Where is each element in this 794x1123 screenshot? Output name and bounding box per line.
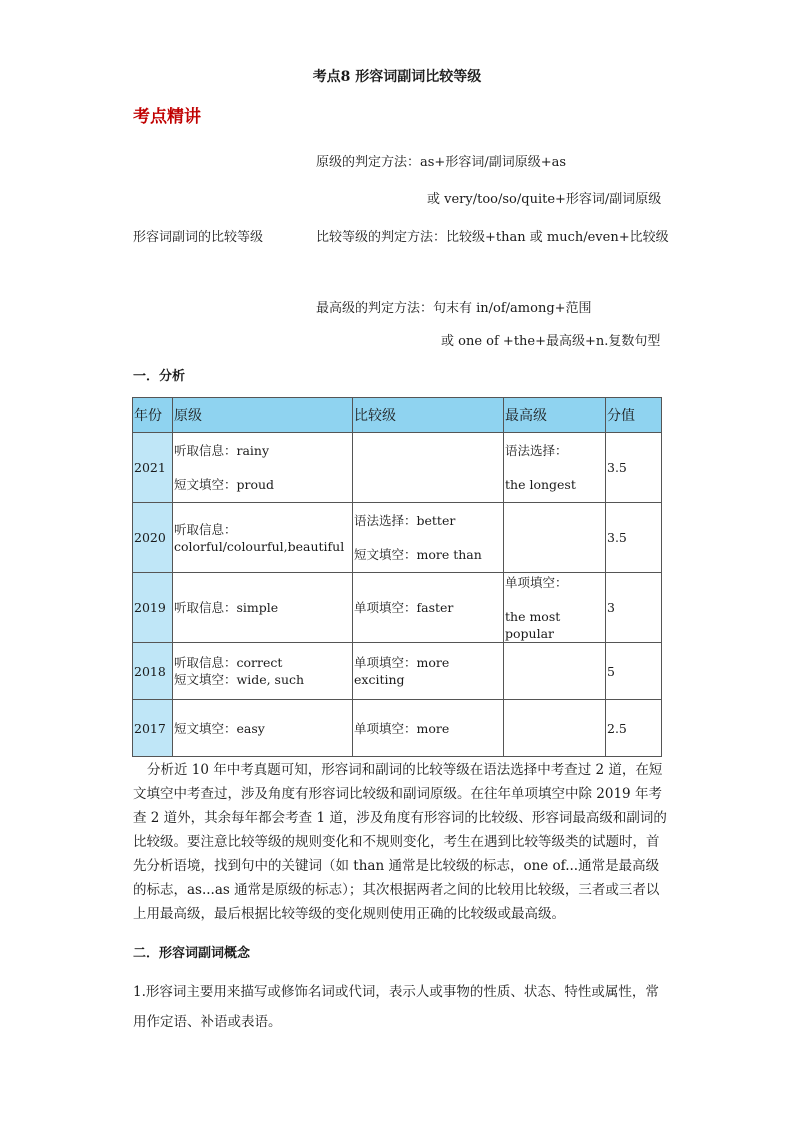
base-cell (173, 573, 353, 643)
concept-paragraph: 1.形容词主要用来描写或修饰名词或代词，表示人或事物的性质、状态、特性或属性，常用作定语、补语或表语。 (133, 984, 659, 1030)
overview-line-base: 原级的判定方法：as+形容词/副词原级+as (316, 155, 567, 170)
base-cell (173, 700, 353, 757)
analysis-paragraph: 分析近 10 年中考真题可知，形容词和副词的比较等级在语法选择中考查过 2 道，在短文填空中考查过，涉及角度有形容词比较级和副词原级。在往年单项填空中除 2019 年考查 2 道外，其余每年都会考查 1 道，涉及角度有形容词的比较级、形容词最高级和副词的比较级。要注意比较等级的规则变化和不规则变化，考生在遇到比较等级类的试题时，首先分析语境，找到句中的关键词（如 than 通常是比较级的标志，one of...通常是最高级的标志，as...as 通常是原级的标志）；其次根据两者之间的比较用比较级，三者或三者以上用最高级，最后根据比较等级的变化规则使用正确的比较级或最高级。 (133, 762, 667, 922)
cell-text: 听取信息： (174, 521, 237, 537)
year-cell: 2019 (133, 573, 173, 643)
superlative-cell (504, 503, 606, 573)
table-row (133, 700, 662, 757)
year-cell: 2017 (133, 700, 173, 757)
cell-text: 听取信息：simple (174, 600, 279, 615)
table-row (133, 503, 662, 573)
overview-line-superlative-alt: 或 one of +the+最高级+n.复数句型 (441, 334, 661, 349)
score-cell: 3 (606, 573, 662, 643)
table-header-row (133, 398, 662, 433)
cell-text: 单项填空： (505, 574, 568, 590)
cell-text: the longest (505, 477, 576, 492)
header-superlative: 最高级 (504, 398, 606, 433)
cell-text: the most popular (505, 608, 561, 641)
score-cell: 3.5 (606, 433, 662, 503)
comparative-cell (353, 700, 504, 757)
superlative-cell (504, 433, 606, 503)
cell-text: 听取信息：rainy (174, 443, 270, 458)
cell-text: colorful/colourful,beautiful (174, 538, 345, 554)
year-cell: 2018 (133, 643, 173, 700)
table-row (133, 573, 662, 643)
cell-text: 语法选择： (505, 443, 568, 458)
cell-text: 单项填空：more (354, 720, 450, 736)
base-cell (173, 643, 353, 700)
table-row (133, 433, 662, 503)
cell-text: 短文填空：more than (354, 547, 482, 562)
overview-line-superlative: 最高级的判定方法：句末有 in/of/among+范围 (316, 301, 592, 316)
comparative-cell (353, 573, 504, 643)
comparative-cell (353, 503, 504, 573)
page-title: 考点8 形容词副词比较等级 (312, 69, 482, 85)
analysis-heading: 一．分析 (133, 369, 186, 384)
cell-text: 单项填空：more exciting (354, 655, 450, 687)
score-cell: 2.5 (606, 700, 662, 757)
base-cell (173, 433, 353, 503)
base-cell (173, 503, 353, 573)
section-heading: 考点精讲 (133, 107, 201, 127)
year-cell: 2020 (133, 503, 173, 573)
overview-line-comparative: 比较等级的判定方法：比较级+than 或 much/even+比较级 (316, 230, 669, 245)
superlative-cell (504, 573, 606, 643)
header-base: 原级 (173, 398, 353, 433)
year-cell: 2021 (133, 433, 173, 503)
superlative-cell (504, 700, 606, 757)
header-score: 分值 (606, 398, 662, 433)
table-row (133, 643, 662, 700)
superlative-cell (504, 643, 606, 700)
analysis-table (132, 397, 662, 757)
score-cell: 5 (606, 643, 662, 700)
header-year: 年份 (133, 398, 173, 433)
cell-text: 短文填空：easy (174, 720, 265, 736)
cell-text: 短文填空：wide, such (174, 672, 305, 687)
overview-line-base-alt: 或 very/too/so/quite+形容词/副词原级 (427, 192, 662, 207)
concept-heading: 二．形容词副词概念 (133, 946, 251, 961)
cell-text: 语法选择：better (354, 513, 456, 528)
overview-left-label: 形容词副词的比较等级 (133, 230, 264, 245)
score-cell: 3.5 (606, 503, 662, 573)
cell-text: 听取信息：correct (174, 655, 283, 670)
cell-text: 单项填空：faster (354, 600, 454, 615)
cell-text: 短文填空：proud (174, 477, 275, 492)
comparative-cell (353, 643, 504, 700)
comparative-cell (353, 433, 504, 503)
header-comparative: 比较级 (353, 398, 504, 433)
